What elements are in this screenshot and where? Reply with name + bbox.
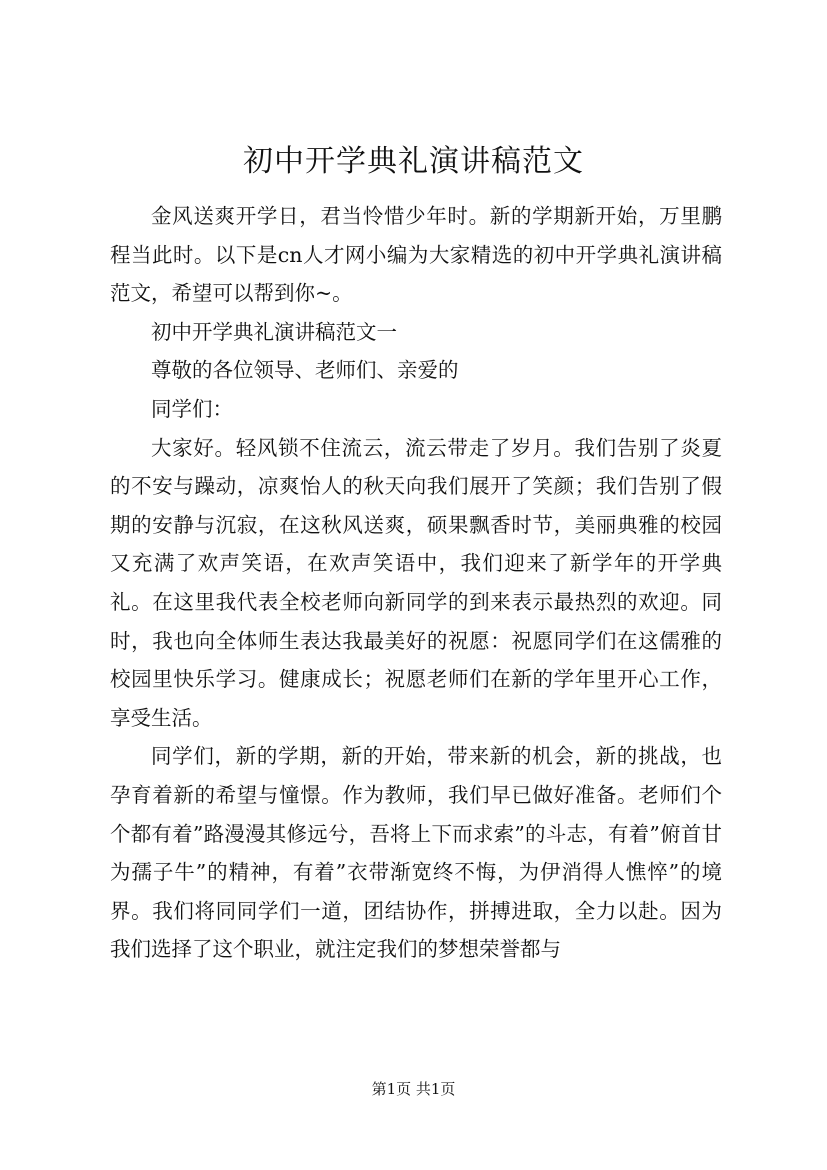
document-title: 初中开学典礼演讲稿范文 [243, 144, 584, 179]
paragraph-salutation: 尊敬的各位领导、老师们、亲爱的 [151, 358, 459, 383]
paragraph-salutation-cont: 同学们： [151, 396, 233, 421]
paragraph-body: 同学们，新的学期，新的开始，带来新的机会，新的挑战，也孕育着新的希望与憧憬。作为教师，我们早已做好准备。老师们个个都有着”路漫漫其修远兮，吾将上下而求索”的斗志，有着”俯首甘为孺子牛”的精神，有着”衣带渐宽终不悔，为伊消得人憔悴”的境界。我们将同同学们一道，团结协作，拼搏进取，全力以赴。因为我们选择了这个职业，就注定我们的梦想荣誉都与 [110, 744, 722, 962]
page-footer: 第1页 共1页 [371, 1080, 456, 1098]
paragraph-section-heading: 初中开学典礼演讲稿范文一 [151, 319, 397, 344]
paragraph-greeting: 大家好。轻风锁不住流云，流云带走了岁月。我们告别了炎夏的不安与躁动，凉爽怡人的秋天向我们展开了笑颜；我们告别了假期的安静与沉寂，在这秋风送爽，硕果飘香时节，美丽典雅的校园又充满了欢声笑语，在欢声笑语中，我们迎来了新学年的开学典礼。在这里我代表全校老师向新同学的到来表示最热烈的欢迎。同时，我也向全体师生表达我最美好的祝愿：祝愿同学们在这儒雅的校园里快乐学习。健康成长；祝愿老师们在新的学年里开心工作，享受生活。 [110, 435, 722, 730]
document-body [110, 197, 722, 969]
paragraph-intro: 金风送爽开学日，君当怜惜少年时。新的学期新开始，万里鹏程当此时。以下是cn人才网小编为大家精选的初中开学典礼演讲稿范文，希望可以帮到你~。 [110, 204, 722, 306]
